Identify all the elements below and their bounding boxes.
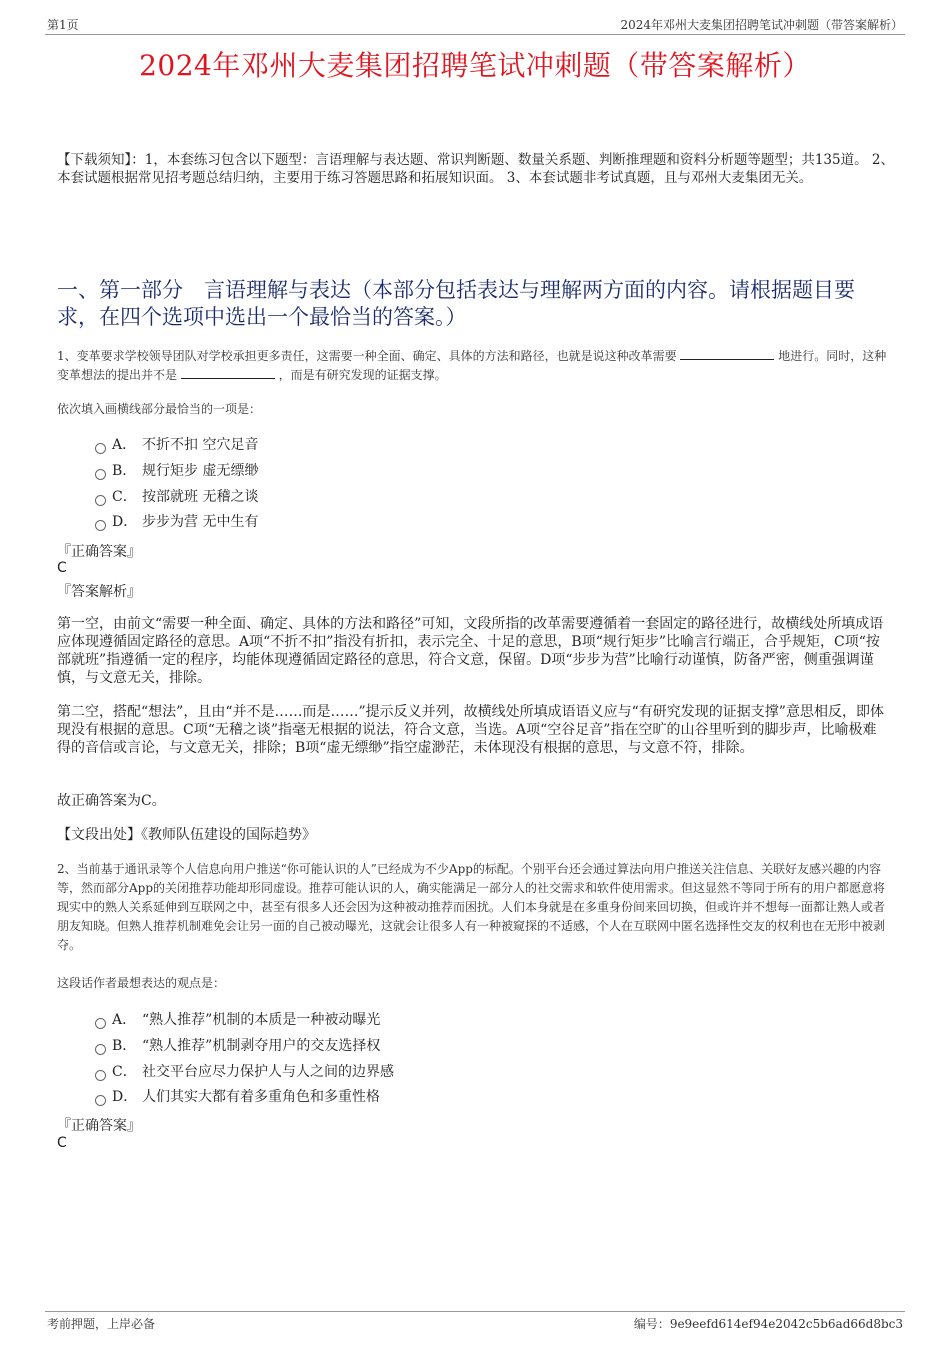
q1-answer: C [57, 560, 67, 576]
q2-option-d[interactable]: D． 人们其实大都有着多重角色和多重性格 [95, 1087, 380, 1107]
q2-answer-label: 『正确答案』 [57, 1118, 141, 1134]
blank-2 [181, 366, 275, 379]
blank-1 [680, 347, 774, 360]
radio-icon[interactable] [95, 469, 106, 480]
page-footer [45, 1311, 905, 1331]
q1-option-d[interactable]: D． 步步为营 无中生有 [95, 512, 258, 532]
q2-option-a[interactable]: A． “熟人推荐”机制的本质是一种被动曝光 [95, 1010, 380, 1030]
radio-icon[interactable] [95, 443, 106, 454]
radio-icon[interactable] [95, 1070, 106, 1081]
q1-analysis-paragraph-1: 第一空，由前文“需要一种全面、确定、具体的方法和路径”可知，文段所指的改革需要遵循着一套固定的路径进行，故横线处所填成语应体现遵循固定路径的意思。A项“不折不扣”指没有折扣，表示完全、十足的意思，B项“规行矩步”比喻言行端正，合乎规矩，C项“按部就班”指遵循一定的程序，均能体现遵循固定路径的意思，符合文意，保留。D项“步步为营”比喻行动谨慎，防备严密，侧重强调谨慎，与文意无关，排除。 [57, 616, 884, 686]
page-number: 第1页 [47, 18, 79, 32]
footer-slogan: 考前押题，上岸必备 [47, 1317, 156, 1331]
question-2-prompt: 这段话作者最想表达的观点是： [57, 976, 226, 990]
page-header [45, 14, 905, 35]
radio-icon[interactable] [95, 1095, 106, 1106]
q1-source: 【文段出处】《教师队伍建设的国际趋势》 [57, 827, 316, 843]
radio-icon[interactable] [95, 1044, 106, 1055]
q1-option-b[interactable]: B． 规行矩步 虚无缥缈 [95, 461, 258, 481]
header-doc-title: 2024年邓州大麦集团招聘笔试冲刺题（带答案解析） [620, 18, 903, 32]
q1-option-c[interactable]: C． 按部就班 无稽之谈 [95, 487, 258, 507]
radio-icon[interactable] [95, 520, 106, 531]
section-heading: 一、第一部分 言语理解与表达（本部分包括表达与理解两方面的内容。请根据题目要求，在四个选项中选出一个最恰当的答案。） [57, 278, 855, 329]
footer-serial: 编号：9e9eefd614ef94e2042c5b6ad66d8bc3 [633, 1317, 903, 1331]
q1-option-a[interactable]: A． 不折不扣 空穴足音 [95, 435, 258, 455]
q2-option-c[interactable]: C． 社交平台应尽力保护人与人之间的边界感 [95, 1062, 394, 1082]
radio-icon[interactable] [95, 495, 106, 506]
download-notice: 【下载须知】：1，本套练习包含以下题型：言语理解与表达题、常识判断题、数量关系题、判断推理题和资料分析题等题型；共135道。 2、本套试题根据常见招考题总结归纳，主要用于练习答题思路和拓展知识面。 3、本套试题非考试真题，且与邓州大麦集团无关。 [57, 152, 894, 186]
q1-analysis-paragraph-2: 第二空，搭配“想法”，且由“并不是……而是……”提示反义并列，故横线处所填成语语义应与“有研究发现的证据支撑”意思相反，即体现没有根据的意思。C项“无稽之谈”指毫无根据的说法，符合文意，当选。A项“空谷足音”指在空旷的山谷里听到的脚步声，比喻极难得的音信或言论，与文意无关，排除；B项“虚无缥缈”指空虚渺茫，未体现没有根据的意思，与文意不符，排除。 [57, 704, 884, 756]
question-1-stem: 1、变革要求学校领导团队对学校承担更多责任，这需要一种全面、确定、具体的方法和路径，也就是说这种改革需要 地进行。同时，这种变革想法的提出并不是 ，而是有研究发现的证据支撑。 [57, 349, 887, 382]
q2-answer: C [57, 1135, 67, 1151]
document-title: 2024年邓州大麦集团招聘笔试冲刺题（带答案解析） [139, 49, 811, 82]
question-1-prompt: 依次填入画横线部分最恰当的一项是： [57, 402, 262, 416]
q1-answer-label: 『正确答案』 [57, 544, 141, 560]
question-2-stem: 2、当前基于通讯录等个人信息向用户推送“你可能认识的人”已经成为不少App的标配。个别平台还会通过算法向用户推送关注信息、关联好友感兴趣的内容等，然而部分App的关闭推荐功能却形同虚设。推荐可能认识的人，确实能满足一部分人的社交需求和软件使用需求。但这显然不等同于所有的用户都愿意将现实中的熟人关系延伸到互联网之中，甚至有很多人还会因为这种被动推荐而困扰。人们本身就是在多重身份间来回切换，但或许并不想每一面都让熟人或者朋友知晓。但熟人推荐机制难免会让另一面的自己被动曝光，这就会让很多人有一种被窥探的不适感，个人在互联网中匿名选择性交友的权利也在无形中被剥夺。 [57, 862, 886, 952]
radio-icon[interactable] [95, 1018, 106, 1029]
q1-analysis-label: 『答案解析』 [57, 584, 141, 600]
q2-option-b[interactable]: B． “熟人推荐”机制剥夺用户的交友选择权 [95, 1036, 380, 1056]
q1-conclusion: 故正确答案为C。 [57, 793, 166, 809]
